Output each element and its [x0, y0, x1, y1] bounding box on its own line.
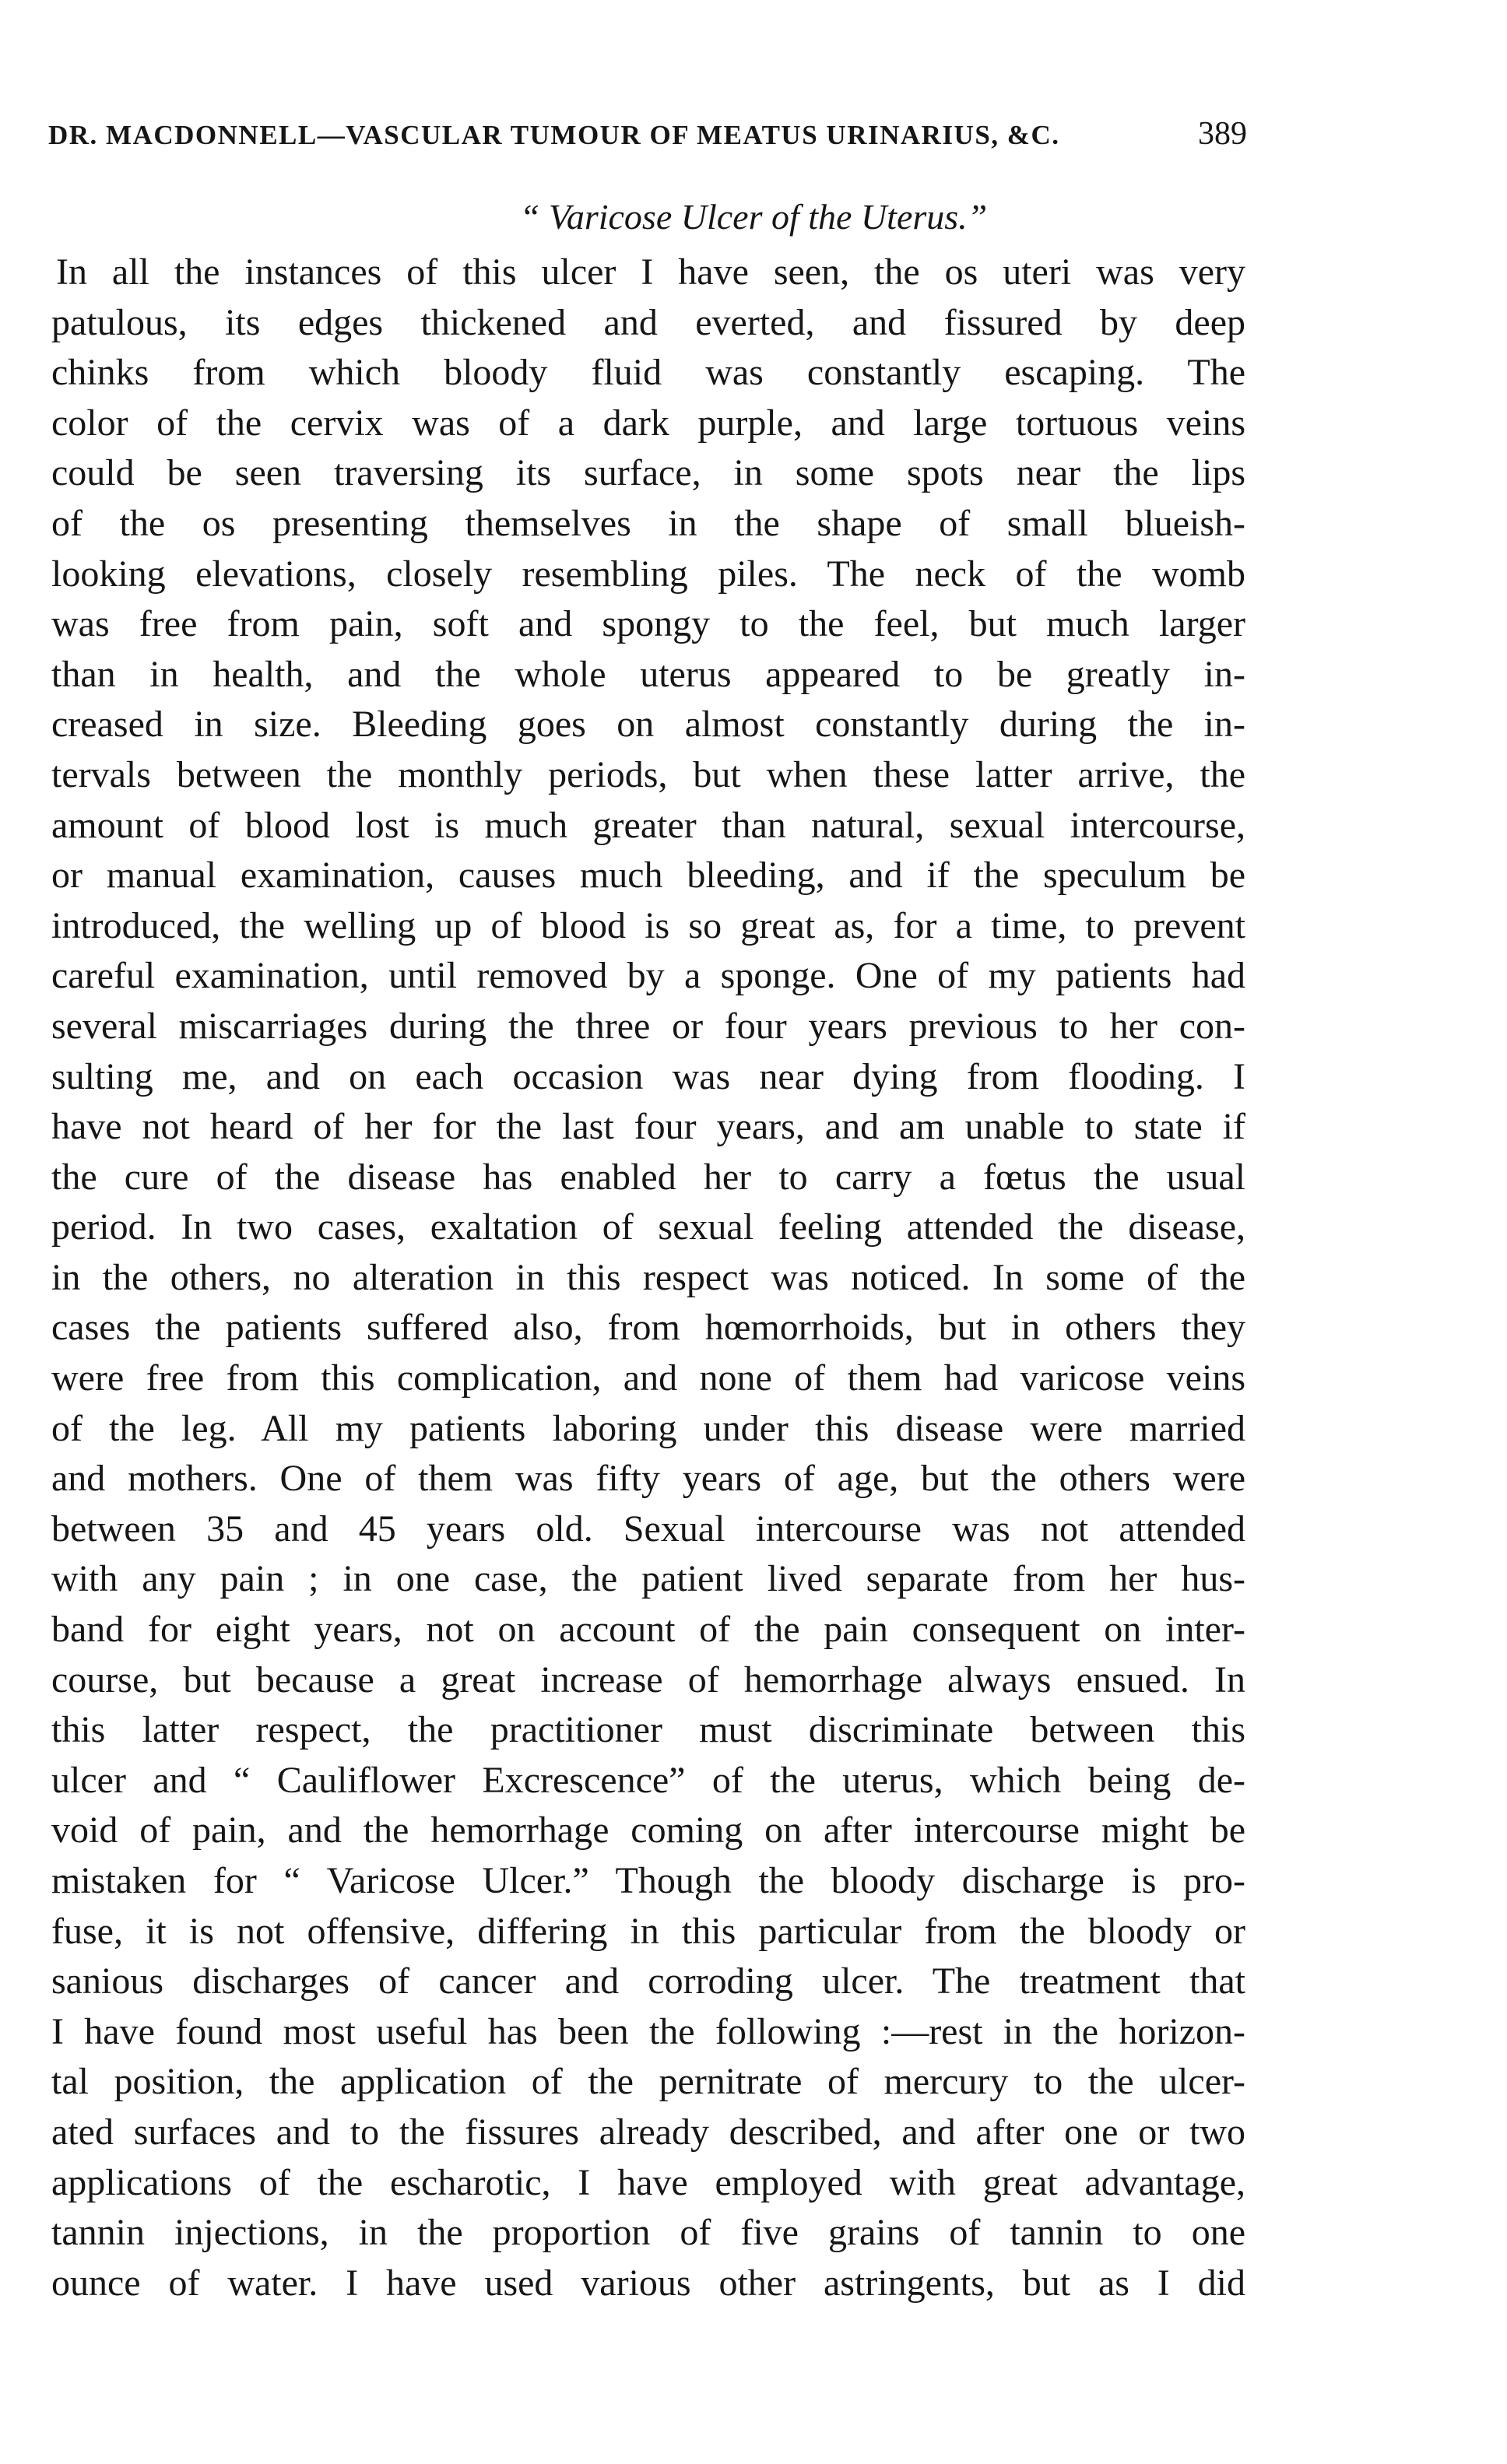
text-line: mistaken for “ Varicose Ulcer.” Though the bloody discharge is pro-: [51, 1860, 1245, 1901]
body-text: [51, 247, 1245, 2308]
text-line: with any pain ; in one case, the patient lived separate from her hus-: [51, 1558, 1245, 1600]
text-line: In all the instances of this ulcer I have seen, the os uteri was very: [56, 251, 1245, 293]
text-line: void of pain, and the hemorrhage coming on after intercourse might be: [51, 1809, 1245, 1852]
text-line: course, but because a great increase of hemorrhage always ensued. In: [51, 1658, 1245, 1701]
text-line: tannin injections, in the proportion of five grains of tannin to one: [51, 2212, 1245, 2254]
text-line: amount of blood lost is much greater than natural, sexual intercourse,: [51, 804, 1245, 846]
text-line: introduced, the welling up of blood is so great as, for a time, to prevent: [51, 904, 1245, 946]
text-line: of the leg. All my patients laboring under this disease were married: [51, 1407, 1245, 1449]
text-line: creased in size. Bleeding goes on almost constantly during the in-: [51, 704, 1245, 746]
text-line: in the others, no alteration in this respect was noticed. In some of the: [51, 1256, 1245, 1298]
text-line: ulcer and “ Cauliflower Excrescence” of the uterus, which being de-: [51, 1759, 1245, 1801]
text-line: applications of the escharotic, I have employed with great advantage,: [51, 2161, 1245, 2203]
running-head: [48, 115, 1247, 162]
text-line: were free from this complication, and none of them had varicose veins: [51, 1357, 1245, 1399]
text-line: could be seen traversing its surface, in some spots near the lips: [51, 452, 1245, 494]
text-line: looking elevations, closely resembling piles. The neck of the womb: [51, 553, 1245, 595]
text-line: tervals between the monthly periods, but when these latter arrive, the: [51, 753, 1245, 795]
text-line: sulting me, and on each occasion was near dying from flooding. I: [51, 1055, 1245, 1097]
text-line: ounce of water. I have used various other astringents, but as I did: [51, 2262, 1245, 2304]
text-line: tal position, the application of the pernitrate of mercury to the ulcer-: [51, 2061, 1245, 2103]
text-line: or manual examination, causes much bleeding, and if the speculum be: [51, 855, 1245, 897]
text-line: color of the cervix was of a dark purple, and large tortuous veins: [51, 402, 1245, 444]
text-line: the cure of the disease has enabled her to carry a fœtus the usual: [51, 1156, 1245, 1198]
text-line: between 35 and 45 years old. Sexual intercourse was not attended: [51, 1508, 1245, 1550]
text-line: patulous, its edges thickened and everted, and fissured by deep: [51, 301, 1245, 343]
text-line: careful examination, until removed by a sponge. One of my patients had: [51, 955, 1245, 997]
text-line: than in health, and the whole uterus appeared to be greatly in-: [51, 653, 1245, 695]
text-line: have not heard of her for the last four years, and am unable to state if: [51, 1106, 1245, 1148]
text-line: cases the patients suffered also, from hœmorrhoids, but in others they: [51, 1307, 1245, 1349]
text-line: I have found most useful has been the following :—rest in the horizon-: [51, 2010, 1245, 2052]
text-line: ated surfaces and to the fissures already described, and after one or two: [51, 2111, 1245, 2153]
text-line: period. In two cases, exaltation of sexual feeling attended the disease,: [51, 1206, 1245, 1248]
text-line: fuse, it is not offensive, differing in this particular from the bloody or: [51, 1910, 1245, 1952]
text-line: sanious discharges of cancer and corroding ulcer. The treatment that: [51, 1960, 1245, 2002]
text-line: band for eight years, not on account of the pain consequent on inter-: [51, 1609, 1245, 1651]
page-number: 389: [1198, 116, 1247, 152]
text-line: several miscarriages during the three or four years previous to her con-: [51, 1005, 1245, 1047]
text-line: of the os presenting themselves in the shape of small blueish-: [51, 502, 1245, 544]
running-title: DR. MACDONNELL—VASCULAR TUMOUR OF MEATUS URINARIUS, &C.: [48, 120, 1060, 150]
text-line: and mothers. One of them was fifty years of age, but the others were: [51, 1458, 1245, 1500]
text-line: this latter respect, the practitioner must discriminate between this: [51, 1709, 1245, 1751]
text-line: was free from pain, soft and spongy to the feel, but much larger: [51, 603, 1245, 645]
section-title: “ Varicose Ulcer of the Uterus.”: [519, 197, 988, 237]
text-line: chinks from which bloody fluid was constantly escaping. The: [51, 352, 1245, 394]
